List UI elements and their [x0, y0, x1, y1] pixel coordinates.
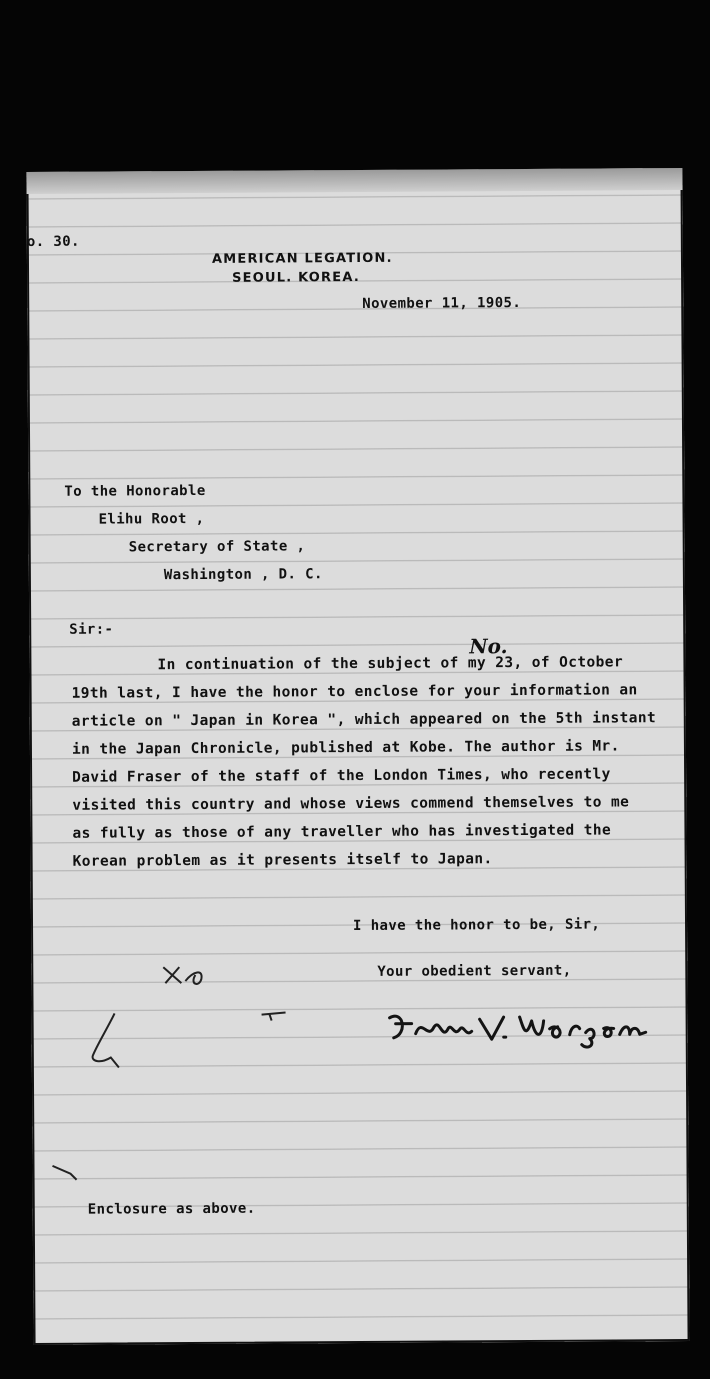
address-line-4: Washington , D. C. — [163, 566, 323, 584]
pencil-x-mark — [159, 961, 209, 991]
pencil-check-mark — [87, 1009, 127, 1069]
address-line-1: To the Honorable — [64, 482, 206, 500]
body-line-6: visited this country and whose views commend themselves to me — [72, 794, 630, 814]
pencil-tick-mark — [50, 1162, 80, 1182]
letter-date: November 11, 1905. — [362, 294, 522, 312]
despatch-number: o. 30. — [26, 233, 80, 251]
letter-page — [26, 168, 689, 1345]
body-line-2: 19th last, I have the honor to enclose for your information an — [71, 682, 638, 702]
enclosure-note: Enclosure as above. — [87, 1200, 256, 1218]
body-line-3: article on " Japan in Korea ", which appeared on the 5th instant — [71, 710, 657, 730]
signature-handwritten — [381, 998, 651, 1050]
letterhead-line-1: AMERICAN LEGATION. — [211, 250, 393, 267]
body-line-5: David Fraser of the staff of the London Times, who recently — [72, 766, 611, 786]
body-line-1: In continuation of the subject of my 23, of October — [157, 654, 624, 674]
address-line-3: Secretary of State , — [128, 538, 306, 556]
pencil-dash-mark — [260, 1008, 290, 1022]
address-line-2: Elihu Root , — [98, 510, 205, 528]
body-line-7: as fully as those of any traveller who has investigated the — [72, 822, 612, 842]
letterhead-line-2: SEOUL. KOREA. — [232, 269, 360, 286]
closing-line-2: Your obedient servant, — [377, 962, 572, 980]
salutation: Sir:- — [69, 621, 114, 638]
body-line-8: Korean problem as it presents itself to Japan. — [72, 851, 493, 870]
closing-line-1: I have the honor to be, Sir, — [352, 916, 601, 935]
handwritten-no: No. — [469, 634, 508, 659]
page-top-edge — [26, 168, 682, 194]
body-line-4: in the Japan Chronicle, published at Kobe. The author is Mr. — [71, 738, 620, 758]
